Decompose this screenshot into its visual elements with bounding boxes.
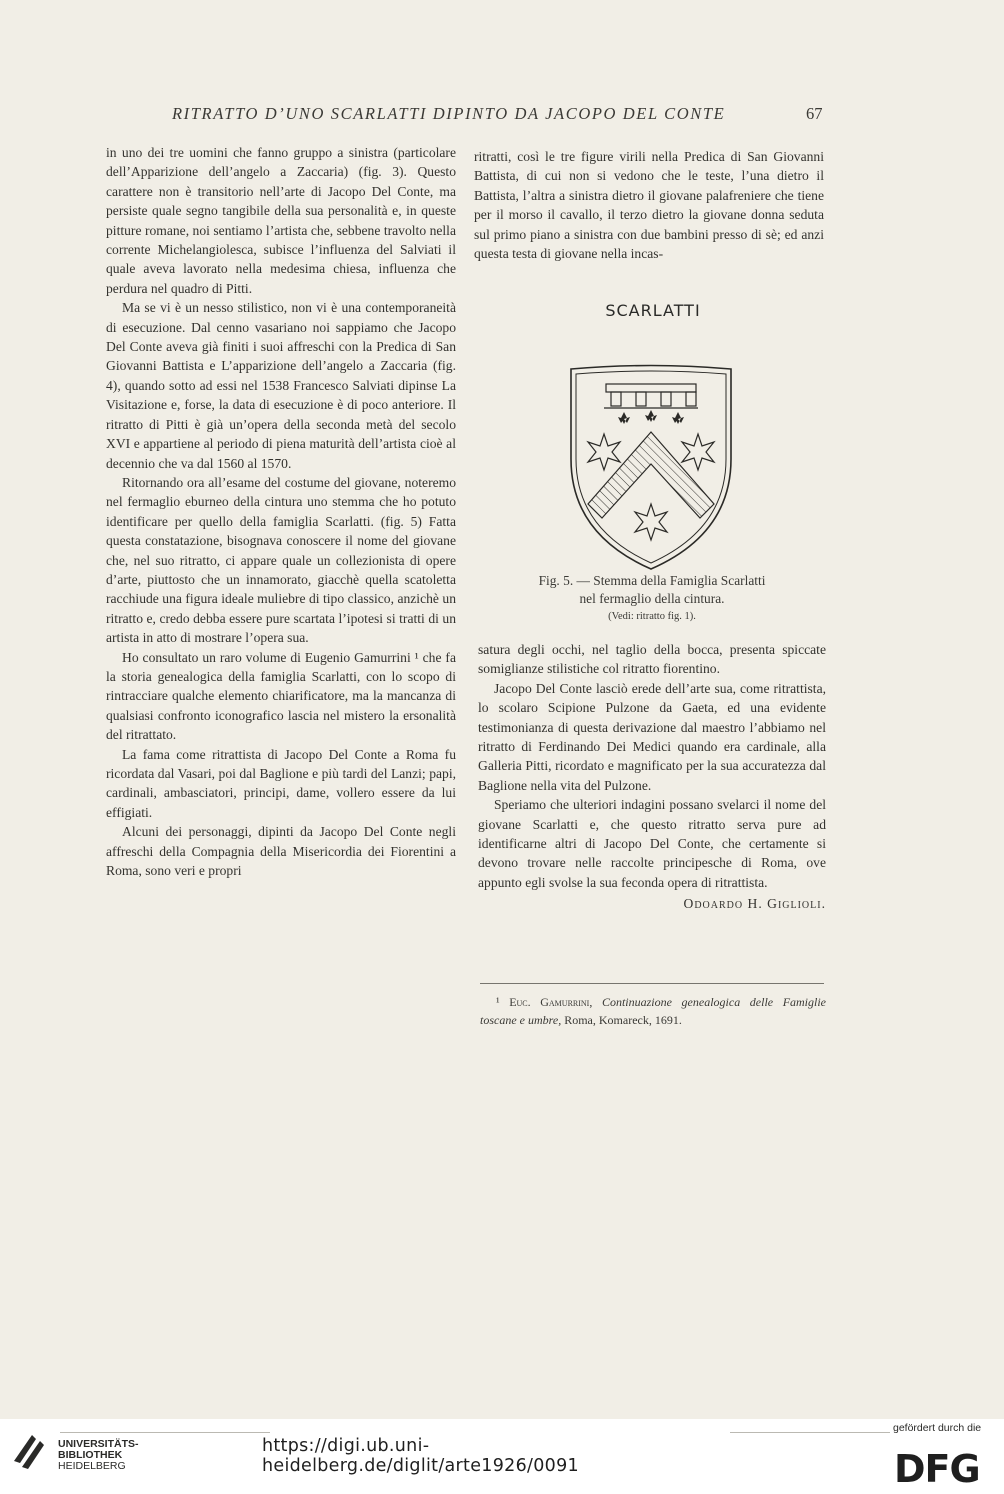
- left-paragraph-4: Ho consultato un raro volume di Eugenio Gamurrini ¹ che fa la storia genealogica della famiglia Scarlatti, con lo scopo di rintracciare qualche elemento chiarificatore, ma la mancanza di qualsiasi confronto iconografico lascia nel mistero la ersonalità del ritrattato.: [106, 649, 456, 743]
- right-column-bottom: [478, 640, 826, 914]
- author-signature: Odoardo H. Giglioli.: [683, 896, 826, 912]
- right-column-top: [474, 147, 824, 263]
- caption-line-1: Fig. 5. — Stemma della Famiglia Scarlatti: [538, 573, 766, 588]
- right-paragraph-2: satura degli occhi, nel taglio della bocca, presenta spiccate somiglianze stilistiche col ritratto fiorentino.: [478, 642, 826, 677]
- funded-by-text: gefördert durch die: [893, 1422, 982, 1434]
- left-column: [106, 143, 456, 880]
- caption-note: (Vedi: ritratto fig. 1).: [608, 611, 696, 622]
- figure-caption: [480, 572, 824, 626]
- library-name-line-2: BIBLIOTHEK: [58, 1449, 123, 1461]
- library-name: [58, 1439, 139, 1472]
- footnote: [480, 993, 826, 1029]
- footnote-divider: [480, 983, 824, 984]
- library-name-line-3: HEIDELBERG: [58, 1460, 126, 1472]
- footnote-title: Continuazione genealogica delle Famiglie toscane e umbre,: [480, 995, 827, 1027]
- figure-label: SCARLATTI: [605, 301, 701, 320]
- footer-divider-left: [60, 1432, 270, 1433]
- star-icon-right: [682, 434, 714, 470]
- right-paragraph-4: Speriamo che ulteriori indagini possano svelarci il nome del giovane Scarlatti e, che questo ritratto serva pure ad identificarne altri di Jacopo Del Conte, che certamente si devono trovare nelle raccolte principesche di Roma, ove appunto egli svolse la sua feconda opera di ritrattista.: [478, 797, 826, 890]
- coat-of-arms-shield: [566, 364, 736, 574]
- left-paragraph-3: Ritornando ora all’esame del costume del giovane, noteremo nel fermaglio eburneo della cintura uno stemma che ho potuto identificare per quello della famiglia Scarlatti. (fig. 5) Fatta questa constatazione, bisognava conoscere il nome del giovane che, nel suo ritratto, ci appare quale un collezionista di opere d’arte, piuttosto che un innamorato, giacchè quella scatoletta racchiude una figura ideale muliebre di tipo classico, anzichè un ritratto e, credo debba essere pure scartata l’ipotesi si tratti di un artista in atto di mostrare l’opera sua.: [106, 474, 456, 646]
- left-paragraph-5: La fama come ritrattista di Jacopo Del Conte a Roma fu ricordata dal Vasari, poi dal Baglione e più tardi del Lanzi; papi, cardinali, ambasciatori, principi, dame, vollero essere da lui effigiati.: [106, 746, 456, 820]
- right-paragraph-1: ritratti, così le tre figure virili nella Predica di San Giovanni Battista, di cui non si vedono che le teste, l’una dietro il Battista, l’altra a sinistra dietro il giovane palafreniere che tiene per il morso il cavallo, il terzo dietro la giovane donna seduta sul primo piano a sinistra con due bambini presso di sè; ed anzi questa testa di giovane nella incas-: [474, 149, 824, 262]
- caption-line-2: nel fermaglio della cintura.: [579, 591, 725, 606]
- footnote-publisher: Roma, Komareck, 1691.: [564, 1013, 682, 1027]
- running-title: RITRATTO D’UNO SCARLATTI DIPINTO DA JACOPO DEL CONTE: [172, 104, 726, 123]
- footnote-marker: ¹: [496, 995, 500, 1009]
- footer-divider-right: [730, 1432, 890, 1433]
- right-paragraph-3: Jacopo Del Conte lasciò erede dell’arte sua, come ritrattista, lo scolaro Scipione Pulzone da Gaeta, ed una evidente testimonianza di questa derivazione dal maestro l’abbiamo nel ritratto di Ferdinando Dei Medici quando era cardinale, alla Galleria Pitti, ricordato e magnificato per la sua accuratezza dal Baglione nella vita del Pulzone.: [478, 680, 826, 793]
- left-paragraph-2: Ma se vi è un nesso stilistico, non vi è una contemporaneità di esecuzione. Dal cenno vasariano noi sappiamo che Jacopo Del Conte aveva già finiti i suoi affreschi con la Predica di San Giovanni Battista e L’apparizione dell’angelo a Zaccaria (fig. 4), quando sotto ad essi nel 1538 Francesco Salviati dipinse La Visitazione e, forse, la data di esecuzione è di poco anteriore. Il ritratto di Pitti è già un’opera della seconda metà del secolo XVI e appartiene al periodo di piena maturità dell’artista cioè al decennio che va dal 1560 al 1570.: [106, 300, 456, 471]
- footnote-author: Euc. Gamurrini,: [509, 995, 593, 1009]
- label-chief: [604, 384, 698, 408]
- permalink-url[interactable]: https://digi.ub.uni-heidelberg.de/diglit/arte1926/0091: [262, 1436, 579, 1476]
- dfg-logo: DFG: [894, 1447, 980, 1491]
- left-paragraph-6: Alcuni dei personaggi, dipinti da Jacopo Del Conte negli affreschi della Compagnia della Misericordia dei Fiorentini a Roma, sono veri e propri: [106, 824, 456, 879]
- library-logo-icon: [10, 1431, 52, 1473]
- star-icon-left: [588, 434, 620, 470]
- page-number: 67: [806, 104, 823, 123]
- fleur-de-lis-icons: [618, 410, 684, 424]
- library-name-line-1: UNIVERSITÄTS-: [58, 1438, 139, 1450]
- left-paragraph-1: in uno dei tre uomini che fanno gruppo a sinistra (particolare dell’Apparizione dell’angelo a Zaccaria) (fig. 3). Questo carattere non è transitorio nell’arte di Jacopo Del Conte, ma persiste quale segno tangibile della sua personalità e, in queste pitture romane, noi sentiamo l’artista che, sebbene travolto nella corrente Michelangiolesca, subisce l’influenza del Salviati il quale aveva lavorato nella medesima chiesa, influenza che perdura nel quadro di Pitti.: [106, 145, 456, 296]
- star-icon-bottom: [635, 504, 667, 540]
